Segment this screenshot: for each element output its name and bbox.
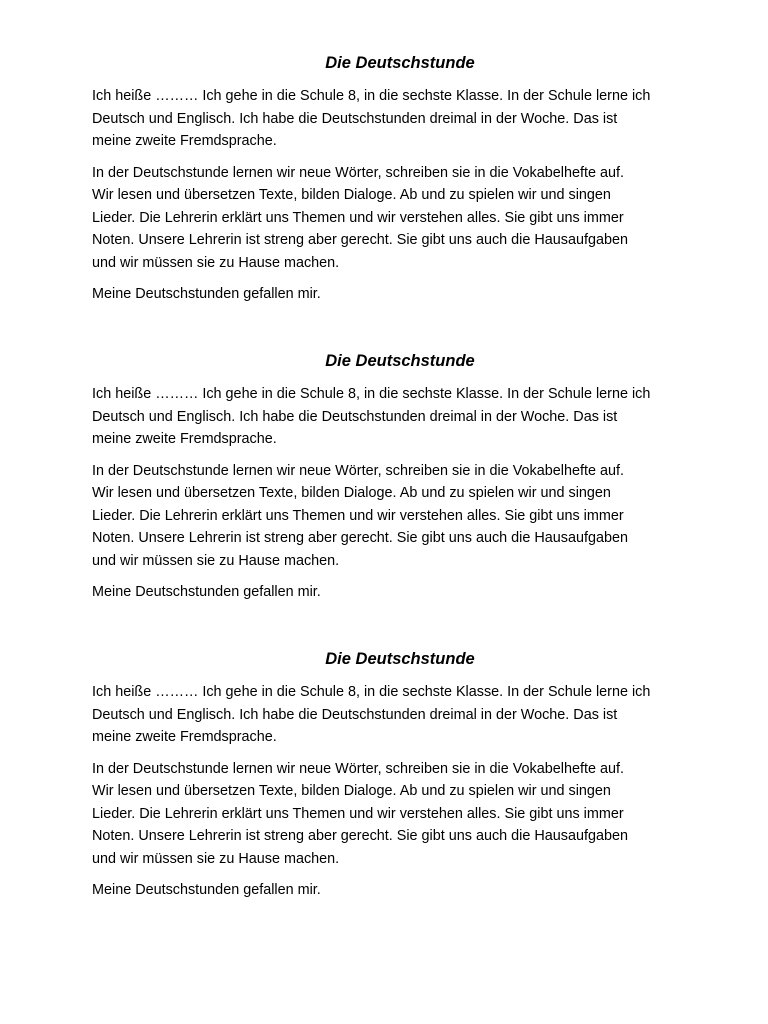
text-line: Deutsch und Englisch. Ich habe die Deutschstunden dreimal in der Woche. Das ist [92, 408, 618, 425]
text-line: Wir lesen und übersetzen Texte, bilden Dialoge. Ab und zu spielen wir und singen [92, 485, 611, 501]
paragraph-intro [92, 681, 722, 749]
text-line: meine zweite Fremdsprache. [92, 133, 277, 149]
text-line: Deutsch und Englisch. Ich habe die Deutschstunden dreimal in der Woche. Das ist [92, 110, 618, 127]
text-line: Ich heiße ……… Ich gehe in die Schule 8, in die sechste Klasse. In der Schule lerne ich [92, 88, 651, 104]
section-title: Die Deutschstunde [325, 352, 475, 370]
text-line: Meine Deutschstunden gefallen mir. [92, 882, 321, 898]
text-line: Noten. Unsere Lehrerin ist streng aber gerecht. Sie gibt uns auch die Hausaufgaben [92, 232, 628, 248]
text-line: Wir lesen und übersetzen Texte, bilden Dialoge. Ab und zu spielen wir und singen [92, 187, 611, 203]
text-line: und wir müssen sie zu Hause machen. [92, 254, 340, 271]
paragraph-lesson [92, 460, 722, 573]
text-line: Noten. Unsere Lehrerin ist streng aber gerecht. Sie gibt uns auch die Hausaufgaben [92, 530, 628, 546]
text-line: Lieder. Die Lehrerin erklärt uns Themen und wir verstehen alles. Sie gibt uns immer [92, 805, 624, 822]
text-line: meine zweite Fremdsprache. [92, 729, 277, 745]
text-section [92, 52, 722, 315]
section-title: Die Deutschstunde [325, 650, 475, 668]
paragraph-intro [92, 85, 722, 153]
text-line: Deutsch und Englisch. Ich habe die Deutschstunden dreimal in der Woche. Das ist [92, 706, 618, 723]
text-line: Noten. Unsere Lehrerin ist streng aber gerecht. Sie gibt uns auch die Hausaufgaben [92, 828, 628, 844]
text-line: und wir müssen sie zu Hause machen. [92, 552, 340, 569]
text-line: Ich heiße ……… Ich gehe in die Schule 8, in die sechste Klasse. In der Schule lerne ich [92, 386, 651, 402]
text-line: Wir lesen und übersetzen Texte, bilden Dialoge. Ab und zu spielen wir und singen [92, 783, 611, 799]
text-line: In der Deutschstunde lernen wir neue Wörter, schreiben sie in die Vokabelhefte auf. [92, 164, 624, 181]
text-line: Ich heiße ……… Ich gehe in die Schule 8, in die sechste Klasse. In der Schule lerne ich [92, 684, 651, 700]
section-title: Die Deutschstunde [325, 54, 475, 72]
paragraph-lesson [92, 758, 722, 871]
text-line: meine zweite Fremdsprache. [92, 431, 277, 447]
text-line: In der Deutschstunde lernen wir neue Wörter, schreiben sie in die Vokabelhefte auf. [92, 462, 624, 479]
paragraph-closing [92, 283, 722, 306]
text-line: Lieder. Die Lehrerin erklärt uns Themen und wir verstehen alles. Sie gibt uns immer [92, 507, 624, 524]
paragraph-closing [92, 581, 722, 604]
text-section [92, 350, 722, 613]
paragraph-intro [92, 383, 722, 451]
text-section [92, 648, 722, 911]
text-line: Lieder. Die Lehrerin erklärt uns Themen und wir verstehen alles. Sie gibt uns immer [92, 209, 624, 226]
text-line: Meine Deutschstunden gefallen mir. [92, 286, 321, 302]
text-line: Meine Deutschstunden gefallen mir. [92, 584, 321, 600]
paragraph-lesson [92, 162, 722, 275]
text-line: In der Deutschstunde lernen wir neue Wörter, schreiben sie in die Vokabelhefte auf. [92, 760, 624, 777]
text-line: und wir müssen sie zu Hause machen. [92, 850, 340, 867]
paragraph-closing [92, 879, 722, 902]
